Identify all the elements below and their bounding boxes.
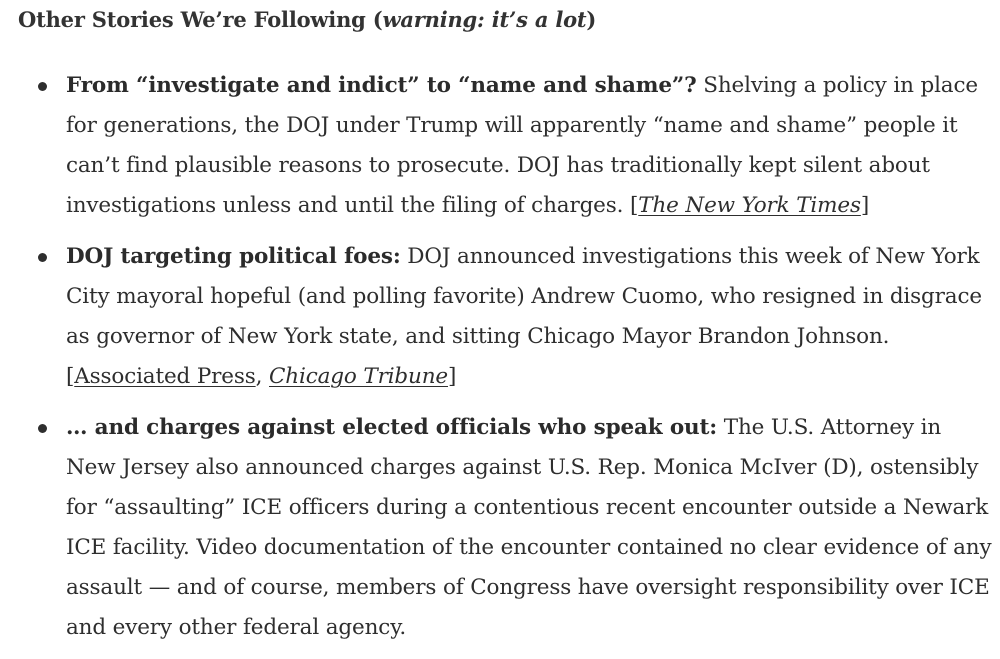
story-lead: From “investigate and indict” to “name and shame”? [66, 73, 697, 98]
source-link-new-york-times[interactable]: The New York Times [638, 193, 861, 218]
source-bracket-open: [ [630, 193, 639, 218]
source-bracket-open: [ [66, 364, 75, 389]
stories-list [18, 66, 1000, 648]
list-item [18, 408, 996, 648]
list-item [18, 237, 996, 397]
story-lead: … and charges against elected officials who speak out: [66, 415, 718, 440]
story-lead: DOJ targeting political foes: [66, 244, 401, 269]
source-bracket-close: ] [860, 193, 870, 218]
source-link-associated-press[interactable]: Associated Press [74, 364, 256, 389]
story-body: The U.S. Attorney in New Jersey also announced charges against U.S. Rep. Monica McIver (D), ostensibly for “assaulting” ICE officers during a contentious recent encounter outside a Newark ICE facility. Video documentation of the encounter contained no clear evidence of any assault — and of course, members of Congress have oversight responsibility over ICE and every other federal agency. [66, 415, 992, 640]
list-item [18, 66, 996, 226]
section-heading-text: Other Stories We’re Following [18, 7, 366, 32]
story-body: Shelving a policy in place for generations, the DOJ under Trump will apparently “name and shame” people it can’t find plausible reasons to prosecute. DOJ has traditionally kept silent about investigations unless and until the filing of charges. [66, 73, 978, 218]
source-separator: , [255, 364, 269, 389]
bullet-icon [38, 253, 47, 262]
bullet-icon [38, 82, 47, 91]
heading-paren-open: ( [365, 7, 383, 32]
heading-warning: warning: it’s a lot [382, 7, 587, 32]
heading-paren-close: ) [586, 7, 597, 32]
source-bracket-close: ] [448, 364, 457, 389]
section-heading [18, 4, 1000, 36]
bullet-icon [38, 424, 47, 433]
source-link-chicago-tribune[interactable]: Chicago Tribune [269, 364, 448, 389]
story-body: DOJ announced investigations this week of New York City mayoral hopeful (and polling favorite) Andrew Cuomo, who resigned in disgrace as governor of New York state, and sitting Chicago Mayor Brandon Johnson. [66, 244, 982, 349]
